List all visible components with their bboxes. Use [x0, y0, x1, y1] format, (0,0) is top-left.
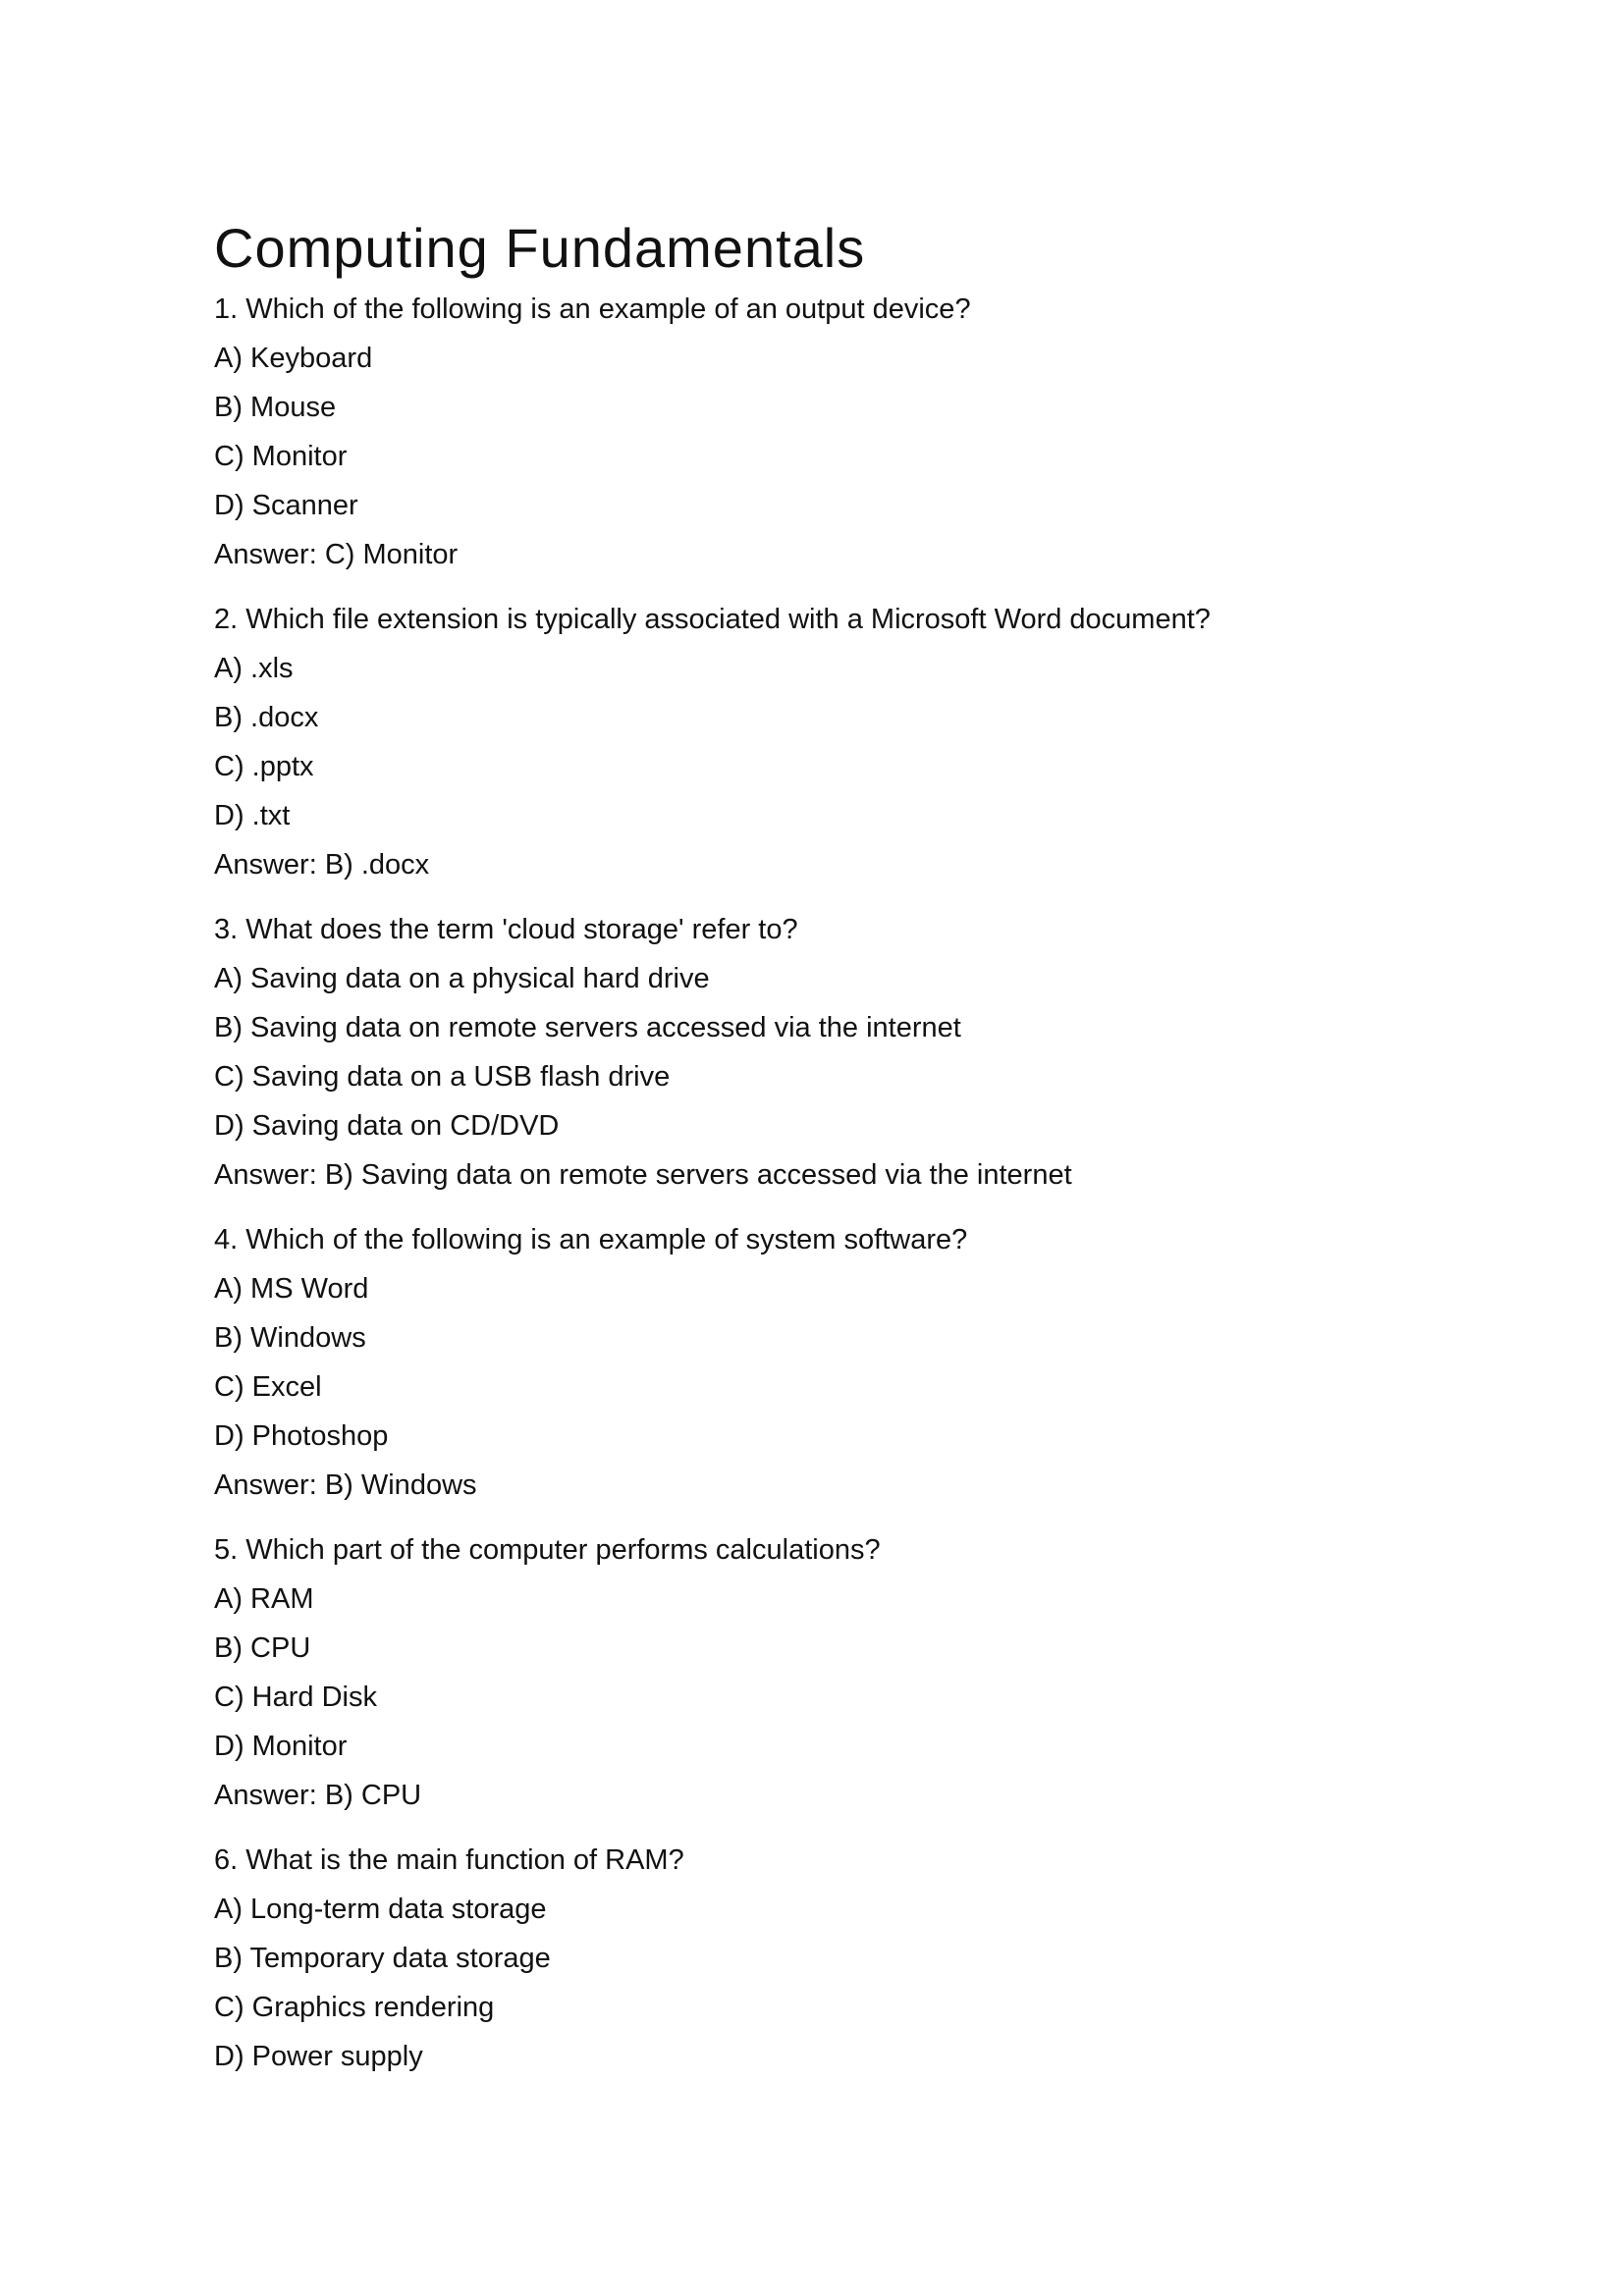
question-4	[214, 1215, 1412, 1510]
question-text: 2. Which file extension is typically associated with a Microsoft Word document?	[214, 604, 1211, 635]
option-d: D) Scanner	[214, 490, 358, 521]
document-page	[214, 214, 1412, 2081]
question-6	[214, 1836, 1412, 2081]
option-a: A) Saving data on a physical hard drive	[214, 963, 710, 994]
answer-line: Answer: B) CPU	[214, 1780, 422, 1811]
option-b: B) Windows	[214, 1322, 366, 1354]
option-a: A) .xls	[214, 653, 294, 684]
question-2	[214, 595, 1412, 889]
option-c: C) Graphics rendering	[214, 1992, 495, 2023]
option-d: D) Saving data on CD/DVD	[214, 1110, 560, 1142]
option-b: B) .docx	[214, 702, 319, 733]
question-3	[214, 905, 1412, 1200]
question-5	[214, 1525, 1412, 1820]
question-text: 5. Which part of the computer performs calculations?	[214, 1534, 881, 1566]
option-c: C) Monitor	[214, 441, 348, 472]
option-a: A) Long-term data storage	[214, 1894, 547, 1925]
option-c: C) .pptx	[214, 751, 314, 782]
option-d: D) Monitor	[214, 1731, 348, 1762]
option-a: A) RAM	[214, 1583, 314, 1615]
page-title: Computing Fundamentals	[214, 217, 866, 279]
question-text: 1. Which of the following is an example of an output device?	[214, 294, 971, 325]
option-d: D) Power supply	[214, 2041, 423, 2072]
option-d: D) Photoshop	[214, 1420, 389, 1452]
option-b: B) Mouse	[214, 392, 337, 423]
option-c: C) Hard Disk	[214, 1682, 377, 1713]
answer-line: Answer: C) Monitor	[214, 539, 459, 570]
answer-line: Answer: B) Windows	[214, 1469, 477, 1501]
question-text: 4. Which of the following is an example of system software?	[214, 1224, 968, 1255]
option-a: A) Keyboard	[214, 343, 373, 374]
question-text: 3. What does the term 'cloud storage' refer to?	[214, 914, 798, 945]
option-b: B) CPU	[214, 1632, 311, 1664]
question-1	[214, 285, 1412, 579]
answer-line: Answer: B) .docx	[214, 849, 430, 881]
option-d: D) .txt	[214, 800, 291, 831]
option-b: B) Saving data on remote servers accessed via the internet	[214, 1012, 961, 1043]
option-c: C) Excel	[214, 1371, 322, 1403]
question-text: 6. What is the main function of RAM?	[214, 1844, 684, 1876]
option-a: A) MS Word	[214, 1273, 369, 1305]
answer-line: Answer: B) Saving data on remote servers accessed via the internet	[214, 1159, 1072, 1191]
option-c: C) Saving data on a USB flash drive	[214, 1061, 671, 1093]
option-b: B) Temporary data storage	[214, 1943, 551, 1974]
